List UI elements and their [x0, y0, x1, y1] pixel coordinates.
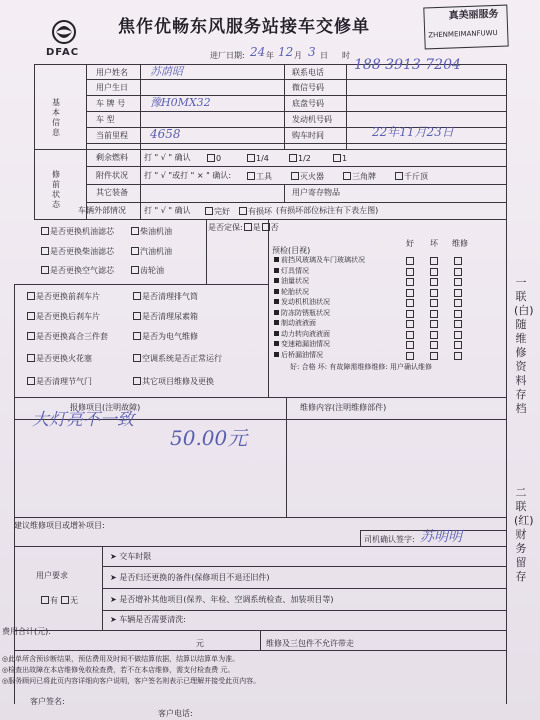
precheck-repair-checkbox[interactable]: [454, 268, 462, 276]
precheck-repair-checkbox[interactable]: [454, 352, 462, 360]
check-rear-pad[interactable]: 是否更换后刹车片: [26, 312, 100, 321]
note-3: ◎服务顾问已将此页内容详细向客户说明，客户签名则表示已理解并接受此页内容。: [2, 677, 261, 685]
check-three-in-one[interactable]: 是否更换高合三件套: [26, 332, 108, 341]
precheck-repair-checkbox[interactable]: [454, 341, 462, 349]
bullet-icon: [274, 268, 279, 273]
other-equipment-label: 其它装备: [96, 188, 128, 197]
bullet-icon: [274, 331, 279, 336]
precheck-good-checkbox[interactable]: [406, 331, 414, 339]
precheck-repair-checkbox[interactable]: [454, 310, 462, 318]
precheck-col-repair: 维修: [452, 239, 468, 248]
check-other-items[interactable]: 其它项目维修及更换: [132, 377, 214, 386]
cost-label: 费用合计(元):: [2, 627, 51, 636]
bullet-icon: [274, 320, 279, 325]
bullet-icon: [274, 278, 279, 283]
precheck-item: [274, 331, 330, 338]
fuel-option-quarter[interactable]: 1/4: [246, 154, 269, 163]
bullet-icon: [274, 341, 279, 346]
check-gasoline-oil[interactable]: 汽油机油: [130, 247, 172, 256]
chassis-label: 底盘号码: [292, 99, 324, 108]
precheck-good-checkbox[interactable]: [406, 352, 414, 360]
precheck-good-checkbox[interactable]: [406, 341, 414, 349]
precheck-bad-checkbox[interactable]: [430, 289, 438, 297]
brand-text: DFAC: [46, 47, 80, 58]
suggest-label: 建议维修项目或增补项目:: [14, 521, 105, 530]
exterior-damaged[interactable]: 有损坏: [238, 207, 272, 216]
dfac-logo: [44, 18, 84, 58]
check-spark-plug[interactable]: 是否更换火花塞: [26, 354, 92, 363]
precheck-item-label: 后桥漏油情况: [281, 351, 323, 359]
date-month-value: 12: [278, 45, 294, 59]
precheck-repair-checkbox[interactable]: [454, 320, 462, 328]
precheck-item: [274, 268, 309, 275]
precheck-col-good: 好: [406, 239, 414, 248]
content-label: 维修内容(注明维修部件): [300, 403, 387, 412]
mileage-label: 当前里程: [96, 131, 128, 140]
precheck-item: [274, 310, 330, 317]
req-wash[interactable]: ➤ 车辆是否需要清洗:: [110, 615, 186, 624]
precheck-title: 预检(目视): [272, 246, 311, 255]
requirements-label: 用户要求: [36, 571, 68, 580]
precheck-item-label: 防冻防锈瓶状况: [281, 309, 330, 317]
copy2-side-text: 二联(红)财务留存: [514, 486, 534, 583]
bullet-icon: [274, 310, 279, 315]
precheck-item-label: 变速箱漏油情况: [281, 340, 330, 348]
precheck-item: [274, 341, 330, 348]
badge-text: 真美丽服务: [448, 8, 499, 22]
basic-info-section-label: 基本信息: [52, 98, 60, 137]
precheck-bad-checkbox[interactable]: [430, 310, 438, 318]
precheck-item: [274, 257, 365, 264]
bullet-icon: [274, 352, 279, 357]
service-badge: [423, 5, 508, 50]
check-exhaust[interactable]: 是否清理排气筒: [132, 292, 198, 301]
precheck-bad-checkbox[interactable]: [430, 320, 438, 328]
precheck-repair-checkbox[interactable]: [454, 299, 462, 307]
bullet-icon: [274, 257, 279, 262]
fuel-option-0[interactable]: 0: [206, 154, 221, 163]
check-urea[interactable]: 是否清理尿素箱: [132, 312, 198, 321]
precheck-repair-checkbox[interactable]: [454, 289, 462, 297]
precheck-repair-checkbox[interactable]: [454, 257, 462, 265]
fuel-option-half[interactable]: 1/2: [288, 154, 311, 163]
precheck-item: [274, 278, 309, 285]
precheck-item-label: 前挡风玻璃及车门玻璃状况: [281, 256, 365, 264]
check-oil-filter[interactable]: 是否更换机油滤芯: [40, 227, 114, 236]
precheck-good-checkbox[interactable]: [406, 310, 414, 318]
accessory-triangle[interactable]: 三角牌: [342, 172, 376, 181]
req-additional-items[interactable]: ➤ 是否增补其他项目(保养、年检、空调系统检查、加装项目等): [110, 595, 334, 604]
form-title: 焦作优畅东风服务站接车交修单: [118, 17, 370, 37]
precheck-footer: 好: 合格 坏: 有故障需维修维修: 用户确认维修: [290, 363, 432, 371]
precheck-good-checkbox[interactable]: [406, 257, 414, 265]
precheck-bad-checkbox[interactable]: [430, 299, 438, 307]
req-delivery-time[interactable]: ➤ 交车时限: [110, 552, 152, 561]
check-diesel-filter[interactable]: 是否更换柴油滤芯: [40, 247, 114, 256]
date-year-unit: 年: [266, 51, 274, 60]
req-return-parts[interactable]: ➤ 是否归还更换的备件(保修项目不退还旧件): [110, 573, 270, 582]
storage-label: 用户寄存物品: [292, 188, 340, 197]
date-month-unit: 月: [294, 51, 302, 60]
accessory-hint: 打 " √ "或打 " × " 确认:: [144, 171, 232, 180]
precheck-bad-checkbox[interactable]: [430, 268, 438, 276]
precheck-item-label: 制动液液面: [281, 319, 316, 327]
bullet-icon: [274, 289, 279, 294]
precheck-good-checkbox[interactable]: [406, 320, 414, 328]
precheck-good-checkbox[interactable]: [406, 278, 414, 286]
time-unit: 时: [342, 51, 350, 60]
check-throttle[interactable]: 是否清理节气门: [26, 377, 92, 386]
precheck-good-checkbox[interactable]: [406, 289, 414, 297]
owner-name-label: 用户姓名: [96, 68, 128, 77]
owner-name-value[interactable]: 苏荫昭: [150, 65, 183, 78]
accessory-tools[interactable]: 工具: [246, 172, 272, 181]
date-day-value: 3: [308, 45, 316, 59]
customer-signature-label: 客户签名:: [30, 697, 65, 706]
accessory-extinguisher[interactable]: 灭火器: [290, 172, 324, 181]
precheck-item: [274, 352, 323, 359]
precheck-item: [274, 289, 309, 296]
plate-label: 车 牌 号: [96, 99, 126, 108]
precheck-bad-checkbox[interactable]: [430, 278, 438, 286]
precheck-repair-checkbox[interactable]: [454, 331, 462, 339]
check-air-filter[interactable]: 是否更换空气滤芯: [40, 266, 114, 275]
precheck-good-checkbox[interactable]: [406, 268, 414, 276]
precheck-item: [274, 320, 316, 327]
requirements-has[interactable]: 有: [40, 596, 58, 605]
precheck-bad-checkbox[interactable]: [430, 352, 438, 360]
wechat-label: 微信号码: [292, 83, 324, 92]
phone-label: 联系电话: [292, 68, 324, 77]
precheck-bad-checkbox[interactable]: [430, 331, 438, 339]
check-diesel-oil[interactable]: 柴油机油: [130, 227, 172, 236]
cost-unit: 元: [196, 639, 204, 648]
phone-value[interactable]: 188 3913 7204: [354, 57, 461, 73]
check-front-pad[interactable]: 是否更换前刹车片: [26, 292, 100, 301]
purchase-date-value[interactable]: 22年11月23日: [372, 125, 454, 139]
fuel-label: 剩余燃料: [96, 153, 128, 162]
copy1-side-text: 一联(白)随维修资料存档: [514, 276, 534, 415]
date-label: 进厂日期:: [210, 51, 245, 60]
precheck-bad-checkbox[interactable]: [430, 257, 438, 265]
exterior-label: 车辆外部情况: [78, 206, 126, 215]
precheck-bad-checkbox[interactable]: [430, 341, 438, 349]
content-value[interactable]: 50.00元: [170, 426, 248, 450]
purchase-date-label: 购车时间: [292, 131, 324, 140]
model-label: 车 型: [96, 115, 115, 124]
fuel-hint: 打 " √ " 确认: [144, 153, 191, 162]
prerepair-section-label: 修前状态: [52, 170, 60, 209]
bullet-icon: [274, 299, 279, 304]
precheck-item-label: 动力转向液液面: [281, 330, 330, 338]
precheck-item-label: 轮胎状况: [281, 288, 309, 296]
accessory-label: 附件状况: [96, 171, 128, 180]
badge-subtext: ZHENMEIMANFUWU: [428, 28, 498, 40]
warranty-question[interactable]: 是否定保: 是 否: [208, 223, 279, 232]
driver-signature[interactable]: 苏明明: [420, 529, 462, 545]
note-2: ◎检查出故障在本店维修免收检查费，若不在本店维修，需支付检查费 元。: [2, 666, 235, 674]
exterior-hint: 打 " √ " 确认: [144, 206, 191, 215]
precheck-item-label: 灯具情况: [281, 267, 309, 275]
precheck-repair-checkbox[interactable]: [454, 278, 462, 286]
date-day-unit: 日: [320, 51, 328, 60]
driver-confirm-label: 司机确认签字:: [364, 535, 415, 544]
fuel-option-full[interactable]: 1: [332, 154, 347, 163]
precheck-col-bad: 坏: [430, 239, 438, 248]
engine-label: 发动机号码: [292, 115, 332, 124]
plate-value[interactable]: 豫H0MX32: [150, 96, 211, 109]
precheck-item: [274, 299, 330, 306]
birthday-label: 用户生日: [96, 83, 128, 92]
check-gear-oil[interactable]: 齿轮油: [130, 266, 164, 275]
accessory-jack[interactable]: 千斤顶: [394, 172, 428, 181]
exterior-ok[interactable]: 完好: [204, 207, 230, 216]
requirements-none[interactable]: 无: [60, 596, 78, 605]
precheck-good-checkbox[interactable]: [406, 299, 414, 307]
precheck-item-label: 油量状况: [281, 277, 309, 285]
check-electrical[interactable]: 是否为电气维修: [132, 332, 198, 341]
report-value[interactable]: 大灯亮不一致: [32, 410, 134, 430]
customer-phone-label: 客户电话:: [158, 709, 193, 718]
mileage-value[interactable]: 4658: [150, 127, 181, 141]
cost-note: 维修及三包件不允许带走: [266, 639, 354, 648]
date-year-value: 24: [250, 45, 266, 59]
exterior-note: (有损坏部位标注有下表左图): [276, 206, 379, 215]
note-1: ◎此单所含预诊断结果，预估费用及时间不做结算依据，结算以结算单为准。: [2, 655, 240, 663]
report-label: 报修项目(注明故障): [70, 403, 141, 412]
check-ac[interactable]: 空调系统是否正常运行: [132, 354, 222, 363]
precheck-item-label: 发动机机油状况: [281, 298, 330, 306]
